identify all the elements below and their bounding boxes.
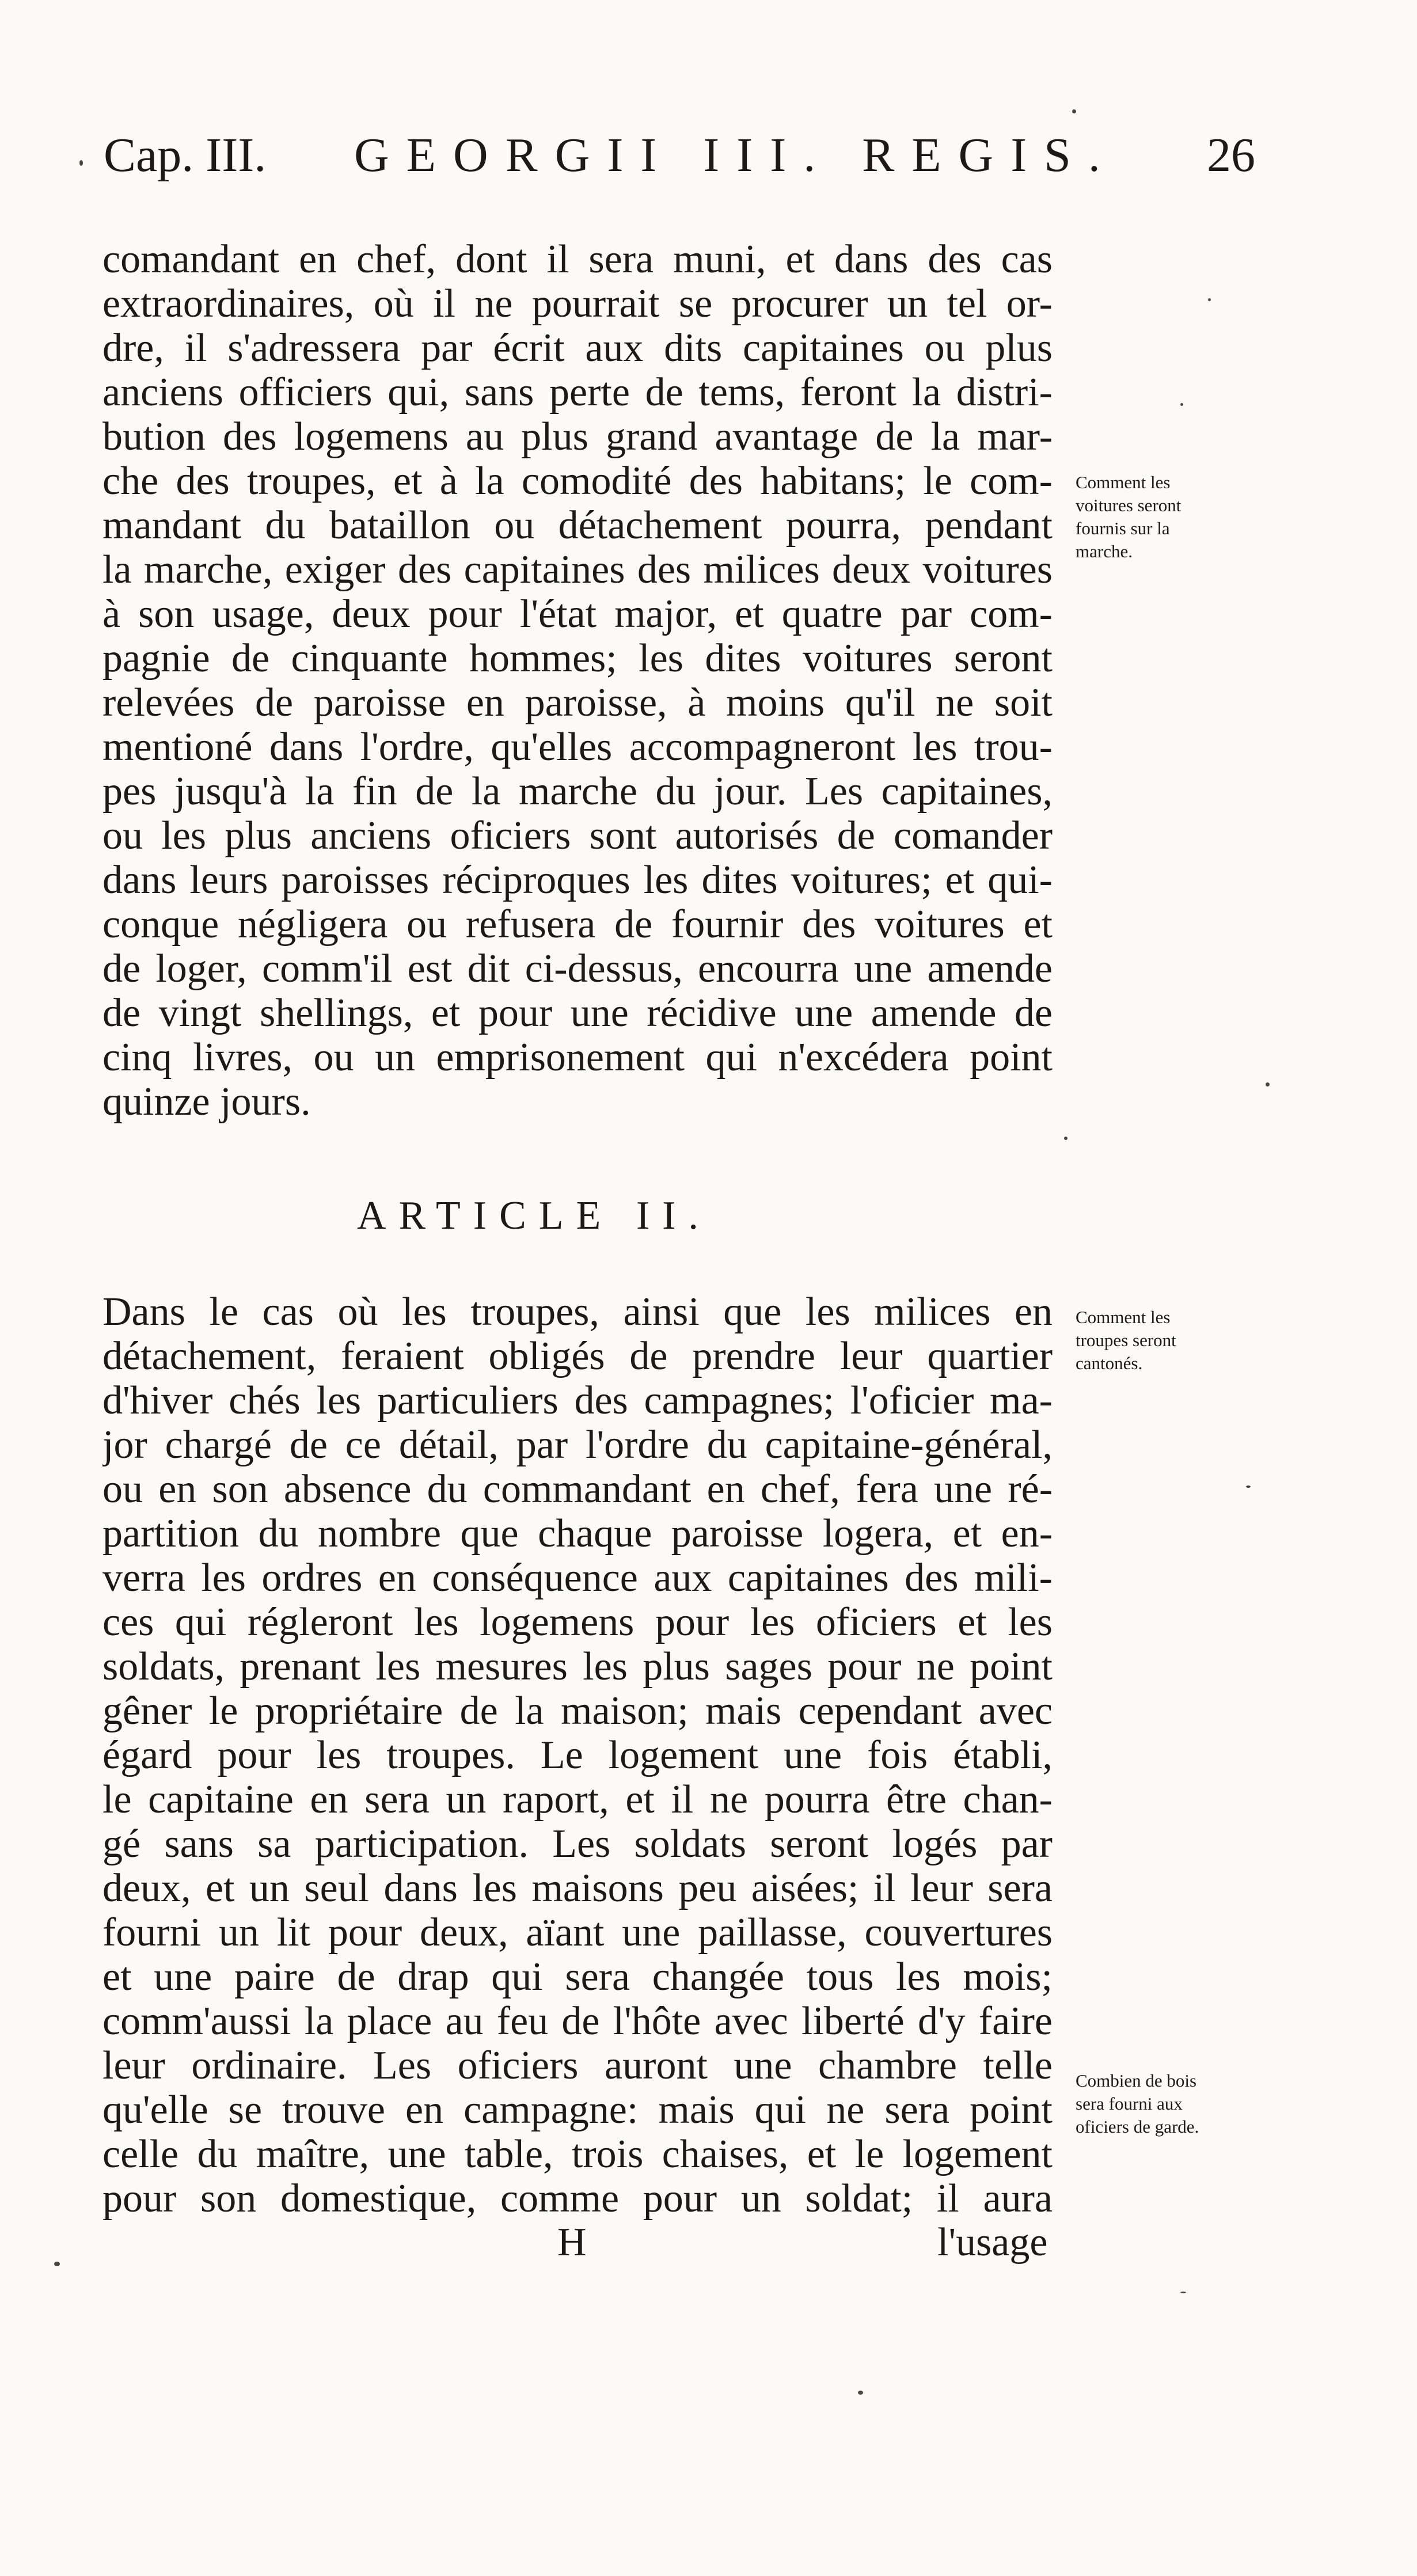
text-line: pour son domestique, comme pour un soldat; il aura: [102, 2176, 1053, 2221]
text-line: dre, il s'adressera par écrit aux dits capitaines ou plus: [102, 326, 1053, 370]
text-line: gêner le propriétaire de la maison; mais cependant avec: [102, 1689, 1053, 1733]
paper-speck: [79, 160, 83, 166]
paper-speck: [1246, 1485, 1251, 1488]
paper-speck: [858, 2391, 863, 2395]
page-number: 26: [1207, 128, 1255, 182]
note-line: Combien de bois: [1076, 2070, 1197, 2091]
text-line: relevées de paroisse en paroisse, à moins qu'il ne soit: [102, 681, 1053, 725]
text-line: soldats, prenant les mesures les plus sages pour ne point: [102, 1644, 1053, 1689]
text-line: et une paire de drap qui sera changée tous les mois;: [102, 1955, 1053, 1999]
text-line: comm'aussi la place au feu de l'hôte avec liberté d'y faire: [102, 1999, 1053, 2043]
text-line: celle du maître, une table, trois chaises, et le logement: [102, 2132, 1053, 2176]
text-line: bution des logemens au plus grand avantage de la mar-: [102, 415, 1053, 459]
article-1-text: [102, 237, 1053, 1124]
chapter-label: Cap. III.: [104, 128, 267, 182]
margin-note-bois: [1076, 2069, 1266, 2138]
note-line: Comment les: [1076, 472, 1171, 492]
paper-speck: [1208, 298, 1211, 301]
note-line: Comment les: [1076, 1307, 1171, 1327]
text-line: cinq livres, ou un emprisonement qui n'excédera point: [102, 1035, 1053, 1080]
paper-speck: [1180, 403, 1183, 406]
margin-note-voitures: [1076, 471, 1266, 563]
note-line: fournis sur la: [1076, 518, 1170, 538]
running-title: GEORGII III. REGIS.: [354, 128, 1118, 182]
note-line: cantonés.: [1076, 1353, 1143, 1373]
article-2-heading: ARTICLE II.: [357, 1194, 711, 1238]
text-line: jor chargé de ce détail, par l'ordre du capitaine-général,: [102, 1423, 1053, 1467]
text-line: le capitaine en sera un raport, et il ne pourra être chan-: [102, 1777, 1053, 1822]
text-line: conque négligera ou refusera de fournir des voitures et: [102, 902, 1053, 947]
text-line: extraordinaires, où il ne pourrait se procurer un tel or-: [102, 282, 1053, 326]
paper-speck: [1180, 2292, 1186, 2293]
text-line: à son usage, deux pour l'état major, et quatre par com-: [102, 592, 1053, 636]
text-line: de loger, comm'il est dit ci-dessus, encourra une amende: [102, 947, 1053, 991]
text-line: verra les ordres en conséquence aux capitaines des mili-: [102, 1556, 1053, 1600]
text-line: pagnie de cinquante hommes; les dites voitures seront: [102, 636, 1053, 681]
paper-speck: [54, 2262, 60, 2266]
text-line: pes jusqu'à la fin de la marche du jour. Les capitaines,: [102, 769, 1053, 814]
text-line: d'hiver chés les particuliers des campagnes; l'oficier ma-: [102, 1378, 1053, 1423]
note-line: troupes seront: [1076, 1330, 1176, 1350]
text-line: che des troupes, et à la comodité des habitans; le com-: [102, 459, 1053, 503]
text-line: ou les plus anciens oficiers sont autorisés de comander: [102, 814, 1053, 858]
text-line: gé sans sa participation. Les soldats seront logés par: [102, 1822, 1053, 1866]
text-line: la marche, exiger des capitaines des milices deux voitures: [102, 548, 1053, 592]
text-line: dans leurs paroisses réciproques les dites voitures; et qui-: [102, 858, 1053, 902]
signature-mark: H: [557, 2220, 587, 2265]
text-line: anciens officiers qui, sans perte de tems, feront la distri-: [102, 370, 1053, 415]
paper-speck: [1064, 1137, 1068, 1140]
text-line: quinze jours.: [102, 1080, 311, 1124]
text-line: mandant du bataillon ou détachement pourra, pendant: [102, 503, 1053, 548]
text-line: comandant en chef, dont il sera muni, et dans des cas: [102, 237, 1053, 282]
text-line: qu'elle se trouve en campagne: mais qui ne sera point: [102, 2088, 1053, 2132]
text-line: partition du nombre que chaque paroisse logera, et en-: [102, 1511, 1053, 1556]
text-line: leur ordinaire. Les oficiers auront une chambre telle: [102, 2043, 1053, 2088]
text-line: ces qui régleront les logemens pour les oficiers et les: [102, 1600, 1053, 1644]
text-line: détachement, feraient obligés de prendre leur quartier: [102, 1334, 1053, 1378]
article-2-text: [102, 1290, 1053, 2221]
note-line: marche.: [1076, 541, 1133, 561]
text-line: ou en son absence du commandant en chef, fera une ré-: [102, 1467, 1053, 1511]
note-line: sera fourni aux: [1076, 2094, 1183, 2114]
catchword: l'usage: [937, 2220, 1048, 2265]
paper-speck: [1072, 109, 1076, 113]
text-line: fourni un lit pour deux, aïant une paillasse, couvertures: [102, 1910, 1053, 1955]
running-header: [86, 124, 1255, 187]
text-line: mentioné dans l'ordre, qu'elles accompagneront les trou-: [102, 725, 1053, 769]
text-line: égard pour les troupes. Le logement une fois établi,: [102, 1733, 1053, 1777]
margin-note-cantonnement: [1076, 1306, 1266, 1375]
text-line: de vingt shellings, et pour une récidive une amende de: [102, 991, 1053, 1035]
text-line: Dans le cas où les troupes, ainsi que les milices en: [102, 1290, 1053, 1334]
text-line: deux, et un seul dans les maisons peu aisées; il leur sera: [102, 1866, 1053, 1910]
note-line: voitures seront: [1076, 495, 1182, 515]
paper-speck: [1266, 1082, 1270, 1086]
note-line: oficiers de garde.: [1076, 2117, 1199, 2137]
page-footer: [0, 2214, 1417, 2271]
